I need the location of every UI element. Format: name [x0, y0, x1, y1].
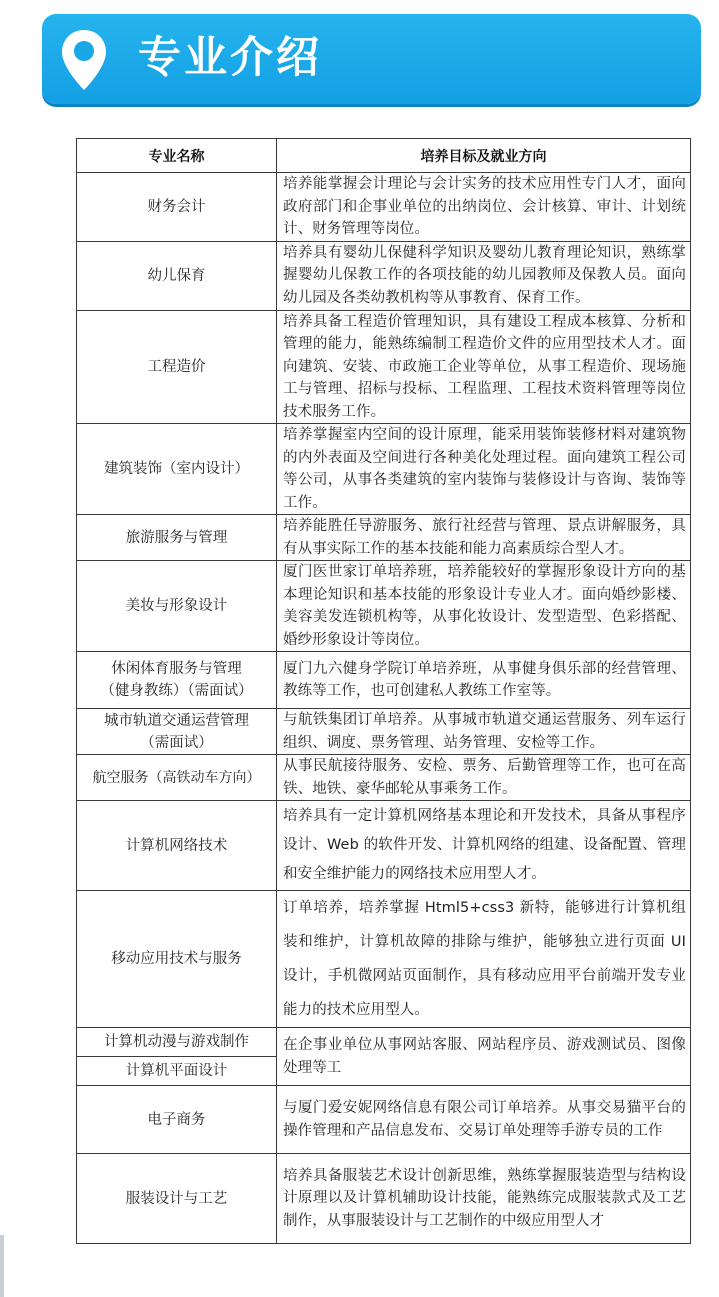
- table-row: [77, 755, 691, 801]
- table-row: [77, 424, 691, 515]
- table-row: [77, 241, 691, 310]
- major-description: 厦门九六健身学院订单培养班，从事健身俱乐部的经营管理、教练等工作，也可创建私人教练工作室等。: [277, 652, 691, 709]
- table-row: [77, 1028, 691, 1057]
- major-description: 从事民航接待服务、安检、票务、后勤管理等工作，也可在高铁、地铁、豪华邮轮从事乘务工作。: [277, 755, 691, 801]
- column-header-name: 专业名称: [77, 139, 277, 173]
- major-description: 订单培养，培养掌握 Html5+css3 新特，能够进行计算机组装和维护，计算机故障的排除与维护，能够独立进行页面 UI 设计，手机微网站页面制作，具有移动应用平台前端开发专业能力的技术应用型人。: [277, 891, 691, 1028]
- major-description: 在企事业单位从事网站客服、网站程序员、游戏测试员、图像处理等工: [277, 1028, 691, 1086]
- major-name-line: 休闲体育服务与管理: [111, 661, 242, 677]
- major-description: 培养掌握室内空间的设计原理，能采用装饰装修材料对建筑物的内外表面及空间进行各种美化处理过程。面向建筑工程公司等公司，从事各类建筑的室内装饰与装修设计与咨询、装饰等工作。: [277, 424, 691, 515]
- table-row: [77, 310, 691, 424]
- major-name: 航空服务（高铁动车方向）: [77, 755, 277, 801]
- major-name: 移动应用技术与服务: [77, 891, 277, 1028]
- major-name: 旅游服务与管理: [77, 515, 277, 561]
- major-name: 计算机网络技术: [77, 801, 277, 891]
- major-name: 工程造价: [77, 310, 277, 424]
- major-description: 与厦门爱安妮网络信息有限公司订单培养。从事交易猫平台的操作管理和产品信息发布、交易订单处理等手游专员的工作: [277, 1086, 691, 1154]
- major-name: 美妆与形象设计: [77, 561, 277, 652]
- major-name: 计算机平面设计: [77, 1057, 277, 1086]
- table-header-row: [77, 139, 691, 173]
- major-name: 服装设计与工艺: [77, 1154, 277, 1244]
- major-description: 厦门医世家订单培养班，培养能较好的掌握形象设计方向的基本理论知识和基本技能的形象设计专业人才。面向婚纱影楼、美容美发连锁机构等，从事化妆设计、发型造型、色彩搭配、婚纱形象设计等岗位。: [277, 561, 691, 652]
- table-row: [77, 801, 691, 891]
- major-name-line: （健身教练）（需面试）: [100, 683, 253, 699]
- major-description: 培养具备工程造价管理知识，具有建设工程成本核算、分析和管理的能力，能熟练编制工程造价文件的应用型技术人才。面向建筑、安装、市政施工企业等单位，从事工程造价、现场施工与管理、招标与投标、工程监理、工程技术资料管理等岗位技术服务工作。: [277, 310, 691, 424]
- location-pin-icon: [60, 28, 108, 92]
- table-row: [77, 709, 691, 755]
- table-row: [77, 1086, 691, 1154]
- table-row: [77, 1154, 691, 1244]
- column-header-desc: 培养目标及就业方向: [277, 139, 691, 173]
- majors-table: [76, 138, 691, 1244]
- major-name: [77, 709, 277, 755]
- major-description: 培养能胜任导游服务、旅行社经营与管理、景点讲解服务，具有从事实际工作的基本技能和能力高素质综合型人才。: [277, 515, 691, 561]
- major-name: [77, 652, 277, 709]
- table-row: [77, 561, 691, 652]
- major-name: 建筑装饰（室内设计）: [77, 424, 277, 515]
- major-name: 财务会计: [77, 173, 277, 242]
- table-row: [77, 891, 691, 1028]
- major-description: 培养具有婴幼儿保健科学知识及婴幼儿教育理论知识，熟练掌握婴幼儿保教工作的各项技能的幼儿园教师及保教人员。面向幼儿园及各类幼教机构等从事教育、保育工作。: [277, 241, 691, 310]
- major-name: 幼儿保育: [77, 241, 277, 310]
- section-header-banner: [42, 14, 701, 104]
- major-description: 培养能掌握会计理论与会计实务的技术应用性专门人才，面向政府部门和企事业单位的出纳岗位、会计核算、审计、计划统计、财务管理等岗位。: [277, 173, 691, 242]
- major-name-line: 城市轨道交通运营管理: [104, 712, 249, 729]
- table-row: [77, 652, 691, 709]
- major-name-line: （需面试）: [140, 734, 213, 751]
- table-row: [77, 173, 691, 242]
- major-name: 计算机动漫与游戏制作: [77, 1028, 277, 1057]
- major-description: 与航铁集团订单培养。从事城市轨道交通运营服务、列车运行组织、调度、票务管理、站务管理、安检等工作。: [277, 709, 691, 755]
- major-name: 电子商务: [77, 1086, 277, 1154]
- major-description: 培养具有一定计算机网络基本理论和开发技术，具备从事程序设计、Web 的软件开发、计算机网络的组建、设备配置、管理和安全维护能力的网络技术应用型人才。: [277, 801, 691, 891]
- major-description: 培养具备服装艺术设计创新思维，熟练掌握服装造型与结构设计原理以及计算机辅助设计技能，能熟练完成服装款式及工艺制作，从事服装设计与工艺制作的中级应用型人才: [277, 1154, 691, 1244]
- table-row: [77, 515, 691, 561]
- page-title: 专业介绍: [138, 33, 322, 83]
- page-edge-divider: [0, 1235, 4, 1297]
